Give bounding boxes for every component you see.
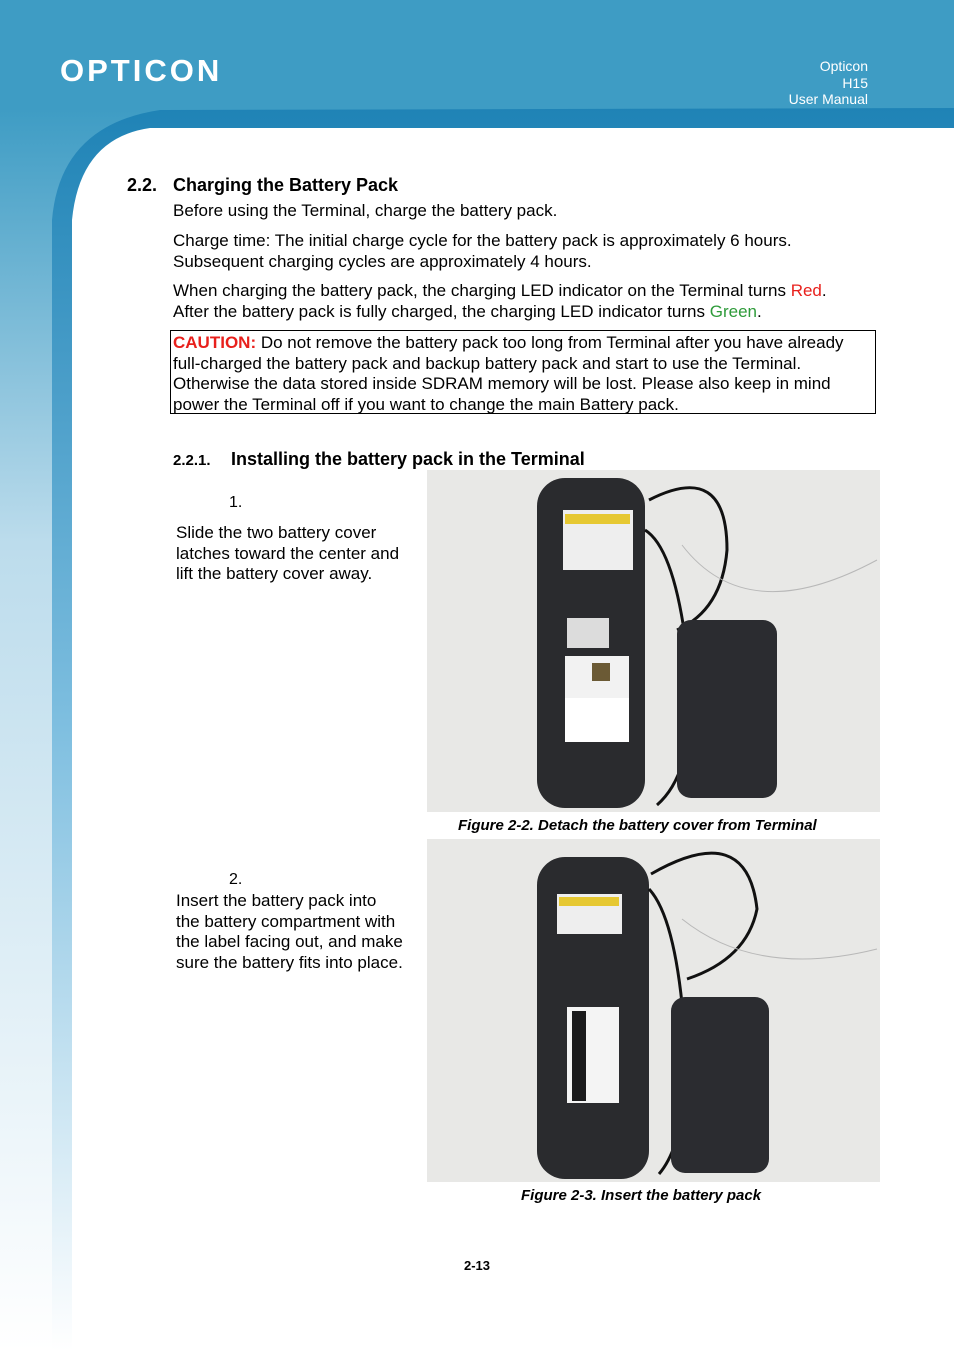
step-2-line: the battery compartment with	[176, 911, 396, 931]
caution-line-1	[173, 333, 844, 354]
step-1-number: 1.	[229, 494, 243, 511]
section-para-2	[173, 231, 792, 272]
svg-text:OPTICON: OPTICON	[60, 56, 223, 86]
subsection-title: Installing the battery pack in the Terminal	[231, 449, 585, 469]
step-2-number: 2.	[229, 871, 243, 888]
para-3-line-2	[173, 302, 827, 323]
caution-line-3: Otherwise the data stored inside SDRAM memory will be lost. Please also keep in mind	[173, 374, 831, 393]
para-2-line-2: Subsequent charging cycles are approximately 4 hours.	[173, 251, 592, 271]
step-2-line: sure the battery fits into place.	[176, 952, 403, 972]
caution-line-2: full-charged the battery pack and backup battery pack and start to use the Terminal.	[173, 353, 802, 373]
led-green-text: Green	[709, 301, 757, 321]
section-title: Charging the Battery Pack	[173, 175, 399, 195]
subsection-number	[173, 449, 211, 470]
step-2-text	[176, 891, 403, 973]
subsection-number-text: 2.2.1.	[173, 452, 211, 469]
figure-2-2-photo	[427, 470, 880, 812]
header-info	[789, 58, 868, 108]
caution-label: CAUTION:	[173, 333, 257, 352]
para-2-line-1: Charge time: The initial charge cycle for the battery pack is approximately 6 hours.	[173, 231, 792, 250]
header-model: H15	[842, 74, 868, 91]
figure-2-3-caption: Figure 2-3. Insert the battery pack	[521, 1187, 762, 1204]
caution-line-4: power the Terminal off if you want to change the main Battery pack.	[173, 394, 679, 414]
step-1-line: Slide the two battery cover	[176, 523, 377, 542]
header-doc-type: User Manual	[788, 91, 868, 107]
para-3-text: When charging the battery pack, the charging LED indicator on the Terminal turns	[173, 281, 791, 300]
para-3-period-2: .	[756, 301, 762, 321]
step-2-line: the label facing out, and make	[176, 932, 403, 951]
para-3-period: .	[821, 281, 827, 300]
figure-2-3-photo	[427, 839, 880, 1182]
step-2-line: Insert the battery pack into	[176, 891, 377, 910]
step-1-line: latches toward the center and	[176, 543, 400, 563]
caution-text	[173, 333, 844, 415]
header-company: Opticon	[819, 58, 868, 74]
page-number: 2-13	[463, 1258, 491, 1273]
section-para-1: Before using the Terminal, charge the battery pack.	[173, 201, 558, 220]
para-3-text-2: After the battery pack is fully charged, the charging LED indicator turns	[173, 301, 710, 321]
led-red-text: Red	[790, 281, 822, 300]
step-1-text	[176, 523, 399, 585]
opticon-logo	[60, 56, 300, 86]
section-para-3	[173, 281, 827, 322]
caution-line-1-text: Do not remove the battery pack too long from Terminal after you have already	[256, 333, 844, 352]
step-1-line: lift the battery cover away.	[176, 564, 373, 583]
figure-2-2-caption: Figure 2-2. Detach the battery cover from Terminal	[458, 817, 817, 834]
para-3-line-1	[173, 281, 827, 302]
section-number: 2.2.	[127, 175, 158, 195]
